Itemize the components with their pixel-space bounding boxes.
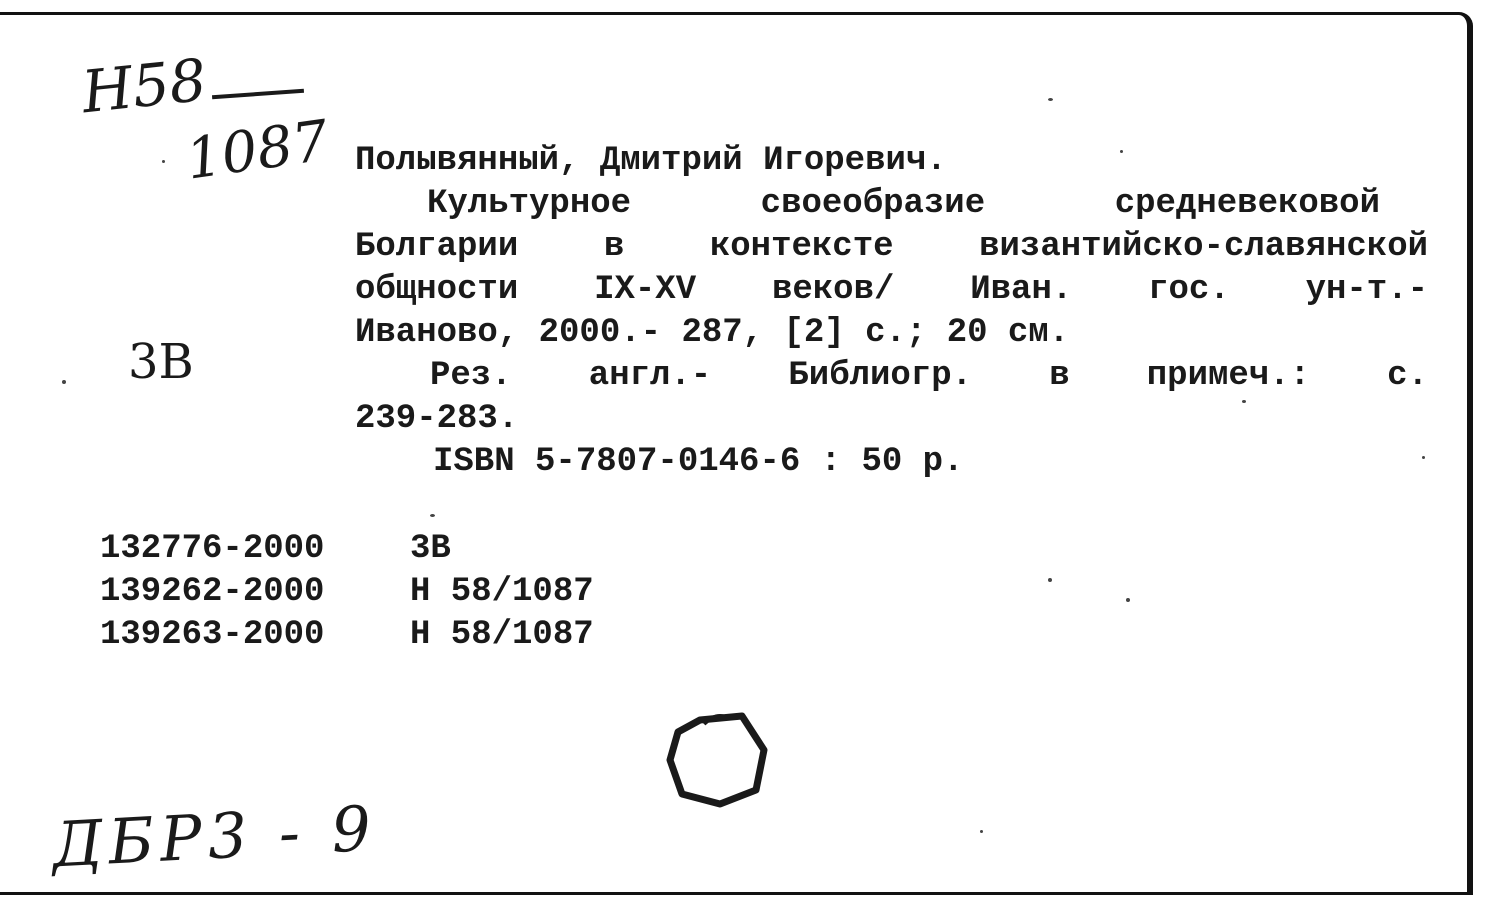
scan-speck	[1126, 598, 1130, 602]
scan-speck	[1242, 400, 1246, 403]
handwritten-shelfmark-top: Н58	[78, 45, 210, 127]
scan-speck	[1048, 98, 1053, 101]
title-line-2: Болгарии в контексте византийско-славянской	[355, 228, 1428, 266]
scan-speck	[980, 830, 983, 833]
notes-line-2: 239-283.	[355, 400, 519, 438]
holding-number: 139263-2000	[100, 616, 325, 654]
scan-speck	[1120, 150, 1123, 153]
title-line-3: общности IX-XV веков/ Иван. гос. ун-т.-	[355, 271, 1428, 309]
notes-line-1: Рез. англ.- Библиогр. в примеч.: с.	[430, 357, 1428, 395]
title-line-1: Культурное своеобразие средневековой	[427, 185, 1380, 223]
holding-code: Н 58/1087	[410, 616, 594, 654]
handwritten-shelfmark-bottom: 1087	[182, 108, 333, 193]
isbn-line: ISBN 5-7807-0146-6 : 50 р.	[433, 443, 964, 481]
holding-number: 132776-2000	[100, 530, 325, 568]
holding-code: 3В	[410, 530, 451, 568]
scan-speck	[1048, 578, 1052, 582]
author-heading: Полывянный, Дмитрий Игоревич.	[355, 142, 947, 180]
handwritten-mark-left: 3В	[128, 334, 194, 390]
punch-hole-icon	[660, 706, 774, 810]
holding-number: 139262-2000	[100, 573, 325, 611]
handwritten-mark-bottom: ДБР3 - 9	[50, 791, 379, 882]
holding-code: Н 58/1087	[410, 573, 594, 611]
scan-speck	[1422, 456, 1425, 459]
scan-speck	[430, 514, 435, 517]
scan-speck	[162, 160, 165, 163]
scan-speck	[62, 380, 66, 384]
imprint-line: Иваново, 2000.- 287, [2] с.; 20 см.	[355, 314, 1070, 352]
